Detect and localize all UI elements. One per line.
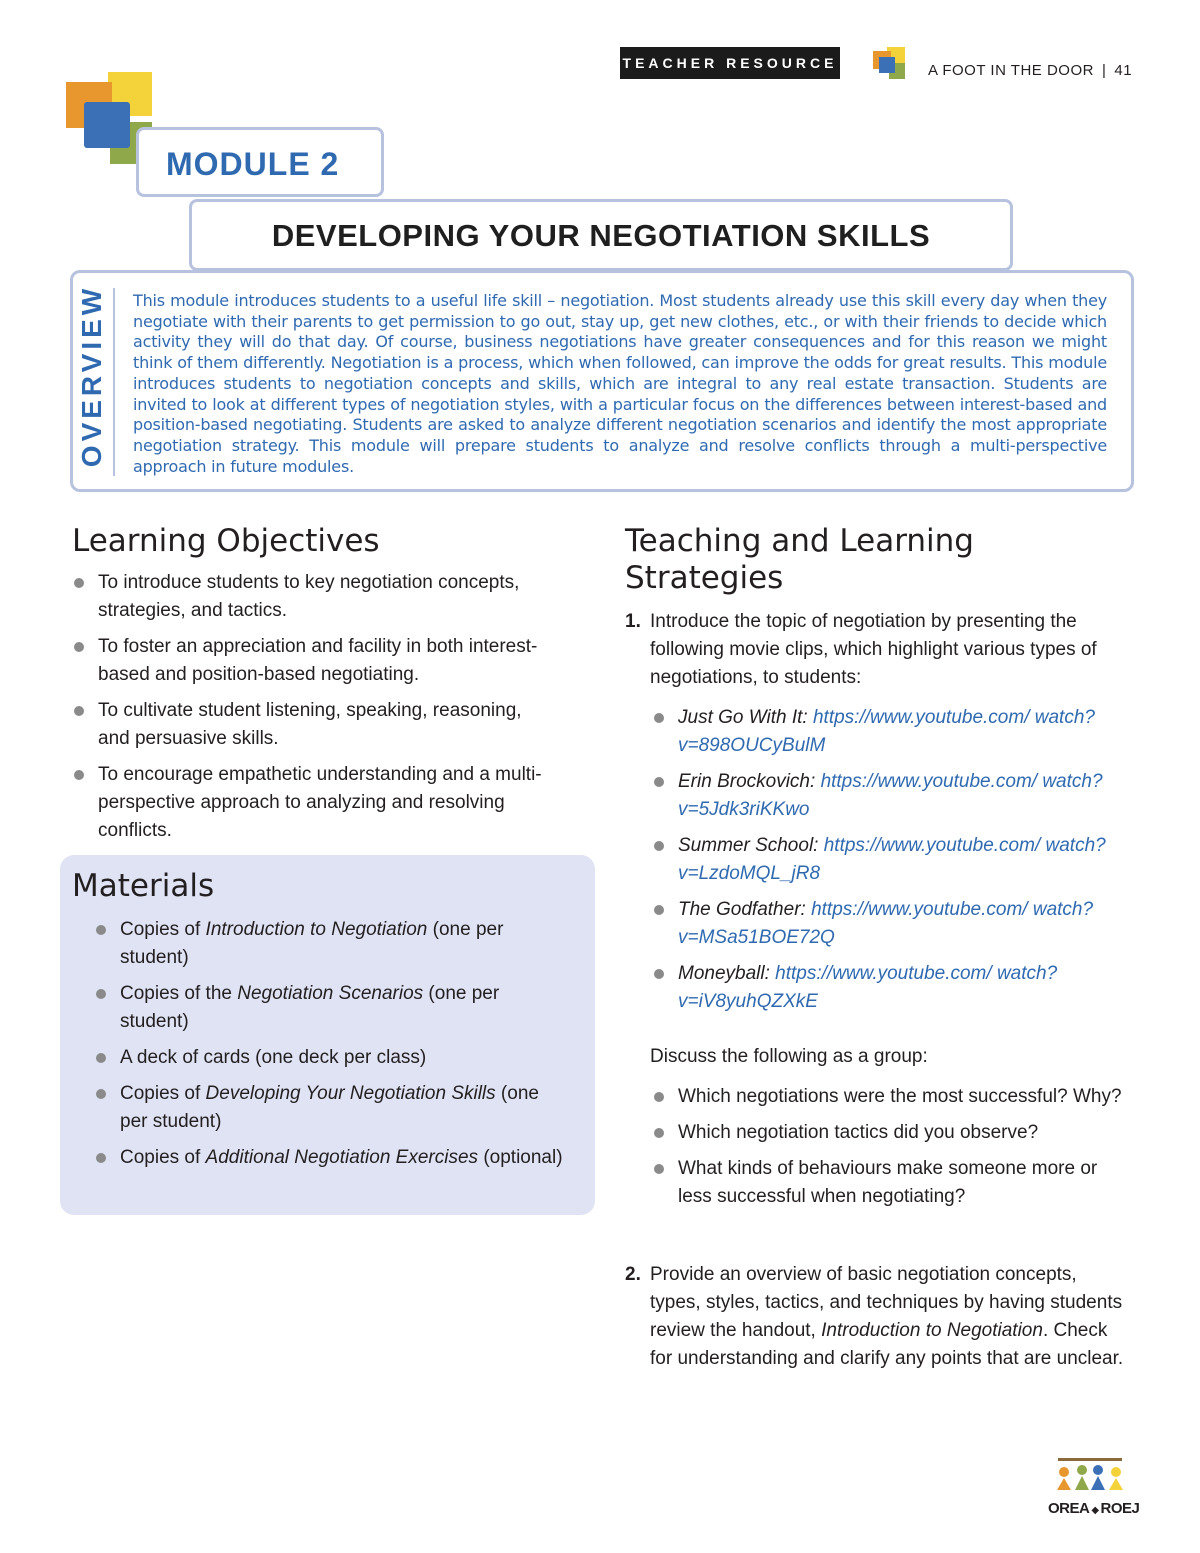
clip-title: Erin Brockovich:	[678, 771, 816, 792]
question-text: Which negotiation tactics did you observe?	[678, 1122, 1039, 1143]
bullet-icon	[654, 969, 664, 979]
material-title: Negotiation Scenarios	[237, 983, 424, 1004]
list-item	[652, 1155, 1122, 1211]
list-item	[72, 761, 552, 845]
list-item	[72, 633, 552, 689]
clip-link[interactable]: https://www.youtube.com/ watch?v=iV8yuhQZXkE	[678, 963, 1058, 1012]
step-number: 2.	[625, 1264, 641, 1285]
list-item-text: To introduce students to key negotiation concepts, strategies, and tactics.	[98, 572, 520, 621]
page-number: 41	[1114, 62, 1133, 79]
module-title: DEVELOPING YOUR NEGOTIATION SKILLS	[271, 218, 931, 253]
list-item	[652, 1083, 1122, 1111]
material-title: Developing Your Negotiation Skills	[205, 1083, 496, 1104]
clip-title: Just Go With It:	[678, 707, 808, 728]
step-handout-title: Introduction to Negotiation	[821, 1320, 1043, 1341]
clip-title: The Godfather:	[678, 899, 806, 920]
learning-objectives-list	[72, 569, 552, 853]
step-number: 1.	[625, 611, 641, 632]
list-item	[652, 896, 1122, 952]
orea-logo	[1040, 1452, 1140, 1522]
material-pre: Copies of	[120, 1147, 206, 1168]
question-text: Which negotiations were the most successful? Why?	[678, 1086, 1122, 1107]
series-title: A FOOT IN THE DOOR	[928, 62, 1094, 79]
bullet-icon	[96, 1089, 106, 1099]
list-item-text: To cultivate student listening, speaking, reasoning, and persuasive skills.	[98, 700, 522, 749]
bullet-icon	[654, 1092, 664, 1102]
bullet-icon	[96, 1153, 106, 1163]
movie-clip-list	[652, 704, 1122, 1024]
list-item	[94, 980, 564, 1036]
logo-text-left: OREA	[1048, 1500, 1090, 1517]
module-label: MODULE 2	[166, 146, 340, 182]
list-item	[652, 832, 1122, 888]
bullet-icon	[654, 905, 664, 915]
bullet-icon	[654, 713, 664, 723]
materials-list	[94, 916, 564, 1180]
list-item	[652, 704, 1122, 760]
step-text: Provide an overview of basic negotiation concepts, types, styles, tactics, and techniques by having students review the handout,	[650, 1264, 1123, 1341]
clip-link[interactable]: https://www.youtube.com/ watch?v=MSa51BOE72Q	[678, 899, 1094, 948]
bullet-icon	[74, 770, 84, 780]
bullet-icon	[654, 1164, 664, 1174]
logo-text-right: ROEJ	[1100, 1500, 1140, 1517]
clip-title: Moneyball:	[678, 963, 770, 984]
list-item	[652, 1119, 1122, 1147]
material-pre: Copies of the	[120, 983, 238, 1004]
bullet-icon	[74, 642, 84, 652]
clip-link[interactable]: https://www.youtube.com/ watch?v=898OUCyBulM	[678, 707, 1095, 756]
step-text-end: . Check for understanding and clarify any points that are unclear.	[650, 1320, 1124, 1369]
mini-square-blue	[879, 57, 895, 73]
material-post: (one per student)	[120, 983, 500, 1032]
material-post: (one per student)	[120, 919, 504, 968]
overview-tag: OVERVIEW	[76, 284, 107, 468]
bullet-icon	[654, 1128, 664, 1138]
clip-link[interactable]: https://www.youtube.com/ watch?v=LzdoMQL_jR8	[678, 835, 1106, 884]
list-item	[72, 569, 552, 625]
clip-title: Summer School:	[678, 835, 819, 856]
header-logo-squares	[873, 47, 907, 79]
list-item	[72, 697, 552, 753]
strategy-step-1	[625, 608, 1125, 692]
clip-link[interactable]: https://www.youtube.com/ watch?v=5Jdk3riKKwo	[678, 771, 1103, 820]
list-item	[94, 1080, 564, 1136]
material-pre: A deck of cards (one deck per class)	[120, 1047, 427, 1068]
list-item-text: To encourage empathetic understanding and a multi-perspective approach to analyzing and resolving conflicts.	[98, 764, 542, 841]
running-header	[928, 62, 1132, 79]
material-post: (one per student)	[120, 1083, 539, 1132]
bullet-icon	[96, 989, 106, 999]
discussion-questions	[652, 1083, 1122, 1219]
bullet-icon	[96, 925, 106, 935]
bullet-icon	[74, 706, 84, 716]
header-separator: |	[1101, 62, 1107, 79]
list-item	[94, 916, 564, 972]
discuss-prompt: Discuss the following as a group:	[650, 1046, 928, 1067]
overview-text: This module introduces students to a useful life skill – negotiation. Most students already use this skill every day when they negotiate with their parents to get permission to go out, stay up, get new clothes, etc., or with their friends to decide which activity they will do that day. Of course, business negotiations have greater consequences and for this reason we might think of them differently. Negotiation is a process, which when followed, can improve the odds for great results. This module introduces students to negotiation concepts and skills, which are integral to any real estate transaction. Students are invited to look at different types of negotiation styles, with a particular focus on the differences between interest-based and position-based negotiating. Students are asked to analyze different negotiation scenarios and identify the most appropriate negotiation strategy. This module will prepare students to analyze and resolve conflicts through a multi-perspective approach in future modules.	[133, 291, 1107, 476]
bullet-icon	[654, 777, 664, 787]
step-item	[625, 608, 1125, 692]
list-item	[652, 960, 1122, 1016]
materials-heading: Materials	[72, 868, 215, 904]
question-text: What kinds of behaviours make someone more or less successful when negotiating?	[678, 1158, 1098, 1207]
list-item	[652, 768, 1122, 824]
strategy-step-2	[625, 1261, 1125, 1373]
bullet-icon	[74, 578, 84, 588]
material-pre: Copies of	[120, 1083, 206, 1104]
logo-dot-icon: ◆	[1091, 1505, 1099, 1516]
bullet-icon	[654, 841, 664, 851]
bullet-icon	[96, 1053, 106, 1063]
list-item	[94, 1044, 564, 1072]
step-item	[625, 1261, 1125, 1373]
overview-divider	[113, 288, 115, 476]
logo-wordmark	[1048, 1500, 1139, 1517]
list-item-text: To foster an appreciation and facility in both interest-based and position-based negotiating.	[98, 636, 538, 685]
teacher-resource-badge: TEACHER RESOURCE	[620, 47, 840, 79]
step-text: Introduce the topic of negotiation by presenting the following movie clips, which highlight various types of negotiations, to students:	[650, 611, 1097, 688]
material-post: (optional)	[478, 1147, 563, 1168]
learning-objectives-heading: Learning Objectives	[72, 523, 380, 559]
square-blue	[84, 102, 130, 148]
material-title: Additional Negotiation Exercises	[205, 1147, 479, 1168]
material-pre: Copies of	[120, 919, 206, 940]
list-item	[94, 1144, 564, 1172]
strategies-heading: Teaching and Learning Strategies	[625, 523, 974, 596]
material-title: Introduction to Negotiation	[205, 919, 428, 940]
